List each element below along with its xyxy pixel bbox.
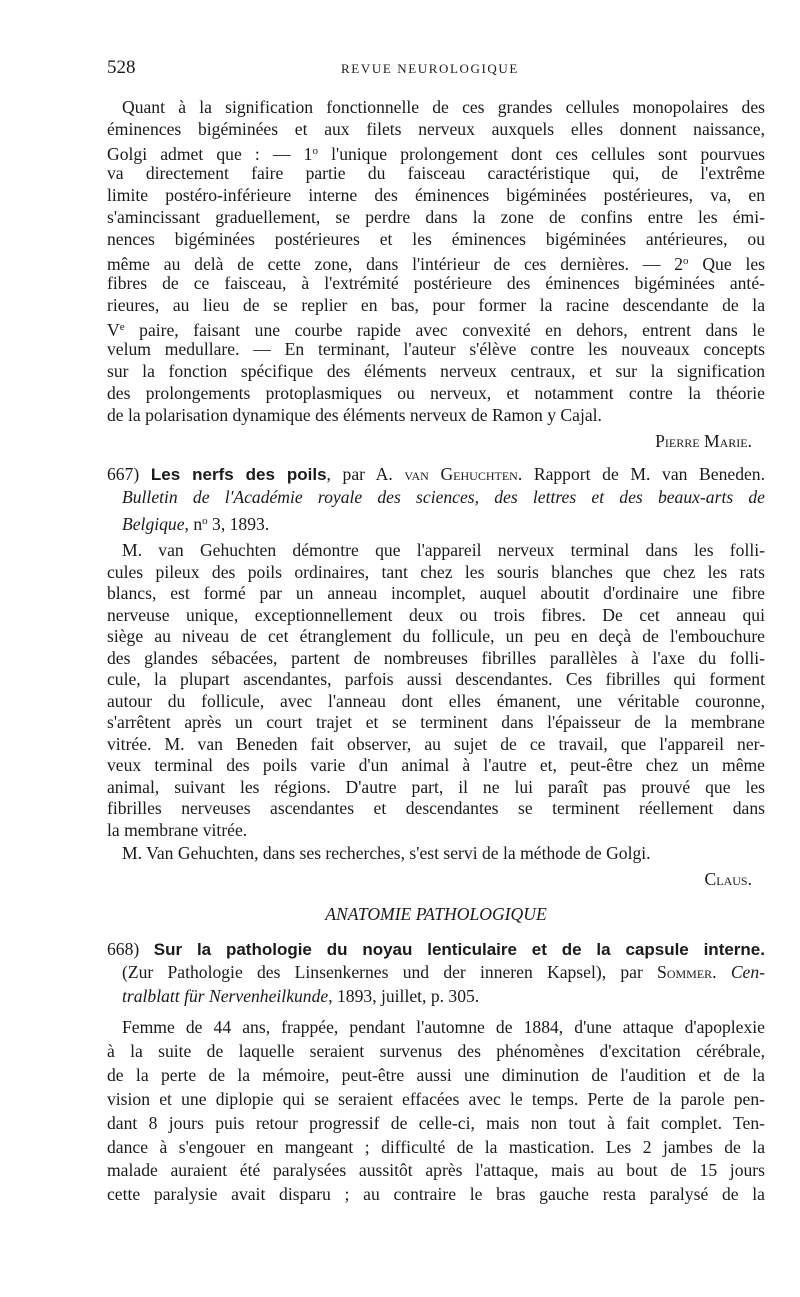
text-line: dance à s'engouer en mangeant ; difficulté de la mastication. Les 2 jambes de la <box>107 1136 765 1157</box>
text-segment: V <box>107 320 120 340</box>
italic-text: tralblatt für Nervenheilkunde <box>122 985 329 1006</box>
text-line: animal, suivant les régions. D'autre part, il ne lui paraît pas prouvé que les <box>107 776 765 797</box>
text-line: siège au niveau de cet étranglement du follicule, un peu en deçà de l'embouchure <box>107 626 765 646</box>
text-segment: Que les <box>688 254 765 274</box>
text-line <box>107 939 765 960</box>
entry-title: Sur la pathologie du noyau lenticulaire et de la capsule interne. <box>153 940 765 959</box>
text-line: à la suite de laquelle seraient survenus des phénomènes d'excitation cérébrale, <box>107 1040 765 1061</box>
entry-title: Les nerfs des poils <box>150 465 327 484</box>
text-line: blancs, est formé par un anneau incomplet, auquel aboutit d'ordinaire une fibre <box>107 583 765 603</box>
text-segment: (Zur Pathologie des Linsenkernes und der inneren Kapsel), par <box>122 962 658 983</box>
text-line: M. Van Gehuchten, dans ses recherches, s'est servi de la méthode de Golgi. <box>122 843 651 863</box>
text-line: vision et une diplopie qui se seraient effacées avec le temps. Perte de la parole pen- <box>107 1088 765 1109</box>
text-line: nences bigéminées postérieures et les éminences bigéminées antérieures, ou <box>107 229 765 249</box>
text-line: cules pileux des poils ordinaires, tant chez les souris blanches que chez les rats <box>107 561 765 582</box>
text-segment: 667) <box>107 464 151 484</box>
small-caps-name: Claus. <box>704 869 752 889</box>
text-line <box>107 251 765 274</box>
italic-text: Belgique <box>122 513 185 534</box>
text-line: dant 8 jours puis retour progressif de celle-ci, mais non tout à fait complet. Ten- <box>107 1112 765 1133</box>
text-segment: . Rapport de M. van Beneden. <box>517 464 765 484</box>
text-segment: l'unique prolongement dont ces cellules sont pourvues <box>317 144 765 164</box>
text-line <box>122 962 765 982</box>
text-line: nerveuse unique, exceptionnellement deux ou trois fibres. De cet anneau qui <box>107 604 765 625</box>
text-segment: , par A. <box>326 464 405 484</box>
text-line: s'arrêtent après un court trajet et se terminent dans l'épaisseur de la membrane <box>107 712 765 732</box>
superscript: o <box>312 145 318 157</box>
text-segment: . <box>712 962 731 983</box>
text-line: s'amincissant graduellement, se perdre dans la zone de confins entre les émi- <box>107 207 765 227</box>
text-line: M. van Gehuchten démontre que l'appareil nerveux terminal dans les folli- <box>122 540 765 560</box>
superscript: o <box>202 514 208 527</box>
text-line: autour du follicule, avec l'anneau dont elles émanent, une véritable couronne, <box>107 690 765 711</box>
text-segment: , n <box>184 513 203 534</box>
text-line <box>122 487 765 507</box>
text-line <box>122 986 765 1006</box>
text-line <box>107 141 765 164</box>
text-line <box>107 431 752 451</box>
superscript: o <box>683 255 689 267</box>
text-line: cette paralysie avait disparu ; au contraire le bras gauche resta paralysé de la <box>107 1184 765 1205</box>
text-line: éminences bigéminées et aux filets nerveux auxquels elles donnent naissance, <box>107 119 765 139</box>
text-line <box>107 317 765 340</box>
text-line: sur la fonction spécifique des éléments nerveux centraux, et sur la signification <box>107 361 765 381</box>
text-segment: paire, faisant une courbe rapide avec convexité en dehors, entrent dans le <box>124 320 765 340</box>
text-segment: 668) <box>107 939 154 959</box>
text-line: va directement faire partie du faisceau caractéristique qui, de l'extrême <box>107 163 765 183</box>
text-segment: 3, 1893. <box>207 513 270 534</box>
text-line: de la perte de la mémoire, peut-être aussi une diminution de l'audition et de la <box>107 1064 765 1085</box>
text-segment: Golgi admet que : — 1 <box>107 144 313 164</box>
text-line: de la polarisation dynamique des éléments nerveux de Ramon y Cajal. <box>107 405 602 425</box>
italic-text: Bulletin de l'Académie royale des sciences, des lettres et des beaux-arts de <box>122 487 765 508</box>
text-line: Quant à la signification fonctionnelle de ces grandes cellules monopolaires des <box>122 97 765 117</box>
text-line <box>107 869 752 889</box>
text-line: des glandes sébacées, partent de nombreuses fibrilles parallèles à l'axe du folli- <box>107 647 765 668</box>
text-line: des prolongements protoplasmiques ou nerveux, et notamment contre la théorie <box>107 383 765 403</box>
italic-text: Cen- <box>730 962 766 983</box>
small-caps-name: van Gehuchten <box>404 464 518 484</box>
page-number: 528 <box>107 57 136 78</box>
text-line: Femme de 44 ans, frappée, pendant l'automne de 1884, d'une attaque d'apoplexie <box>122 1017 765 1037</box>
text-line: fibrilles nerveuses ascendantes et descendantes se terminent réellement dans <box>107 798 765 818</box>
text-line: velum medullare. — En terminant, l'auteur s'élève contre les nouveaux concepts <box>107 339 765 359</box>
text-line: rieures, au lieu de se replier en bas, pour former la racine descendante de la <box>107 295 765 315</box>
text-line <box>107 904 765 924</box>
text-line: cule, la plupart ascendantes, parfois aussi descendantes. Ces fibrilles qui forment <box>107 669 765 689</box>
small-caps-name: Pierre Marie. <box>655 431 752 451</box>
italic-text: ANATOMIE PATHOLOGIQUE <box>325 904 547 924</box>
text-line: fibres de ce faisceau, à l'extrémité postérieure des éminences bigéminées anté- <box>107 273 765 293</box>
superscript: e <box>119 321 125 333</box>
text-line <box>122 511 765 534</box>
text-line: malade auraient été paralysées aussitôt après l'attaque, mais au bout de 15 jours <box>107 1160 765 1181</box>
text-line <box>107 464 765 485</box>
text-line: limite postéro-inférieure interne des éminences bigéminées postérieures, va, en <box>107 185 765 205</box>
running-title: REVUE NEUROLOGIQUE <box>341 61 519 76</box>
small-caps-name: Sommer <box>657 962 713 983</box>
text-line: vitrée. M. van Beneden fait observer, au sujet de ce travail, que l'appareil ner- <box>107 733 765 754</box>
text-segment: même au delà de cette zone, dans l'intérieur de ces dernières. — 2 <box>107 254 684 274</box>
text-line: veux terminal des poils varie d'un animal à l'autre et, peut-être chez un même <box>107 755 765 775</box>
text-segment: , 1893, juillet, p. 305. <box>328 985 480 1006</box>
text-line: la membrane vitrée. <box>107 819 248 840</box>
